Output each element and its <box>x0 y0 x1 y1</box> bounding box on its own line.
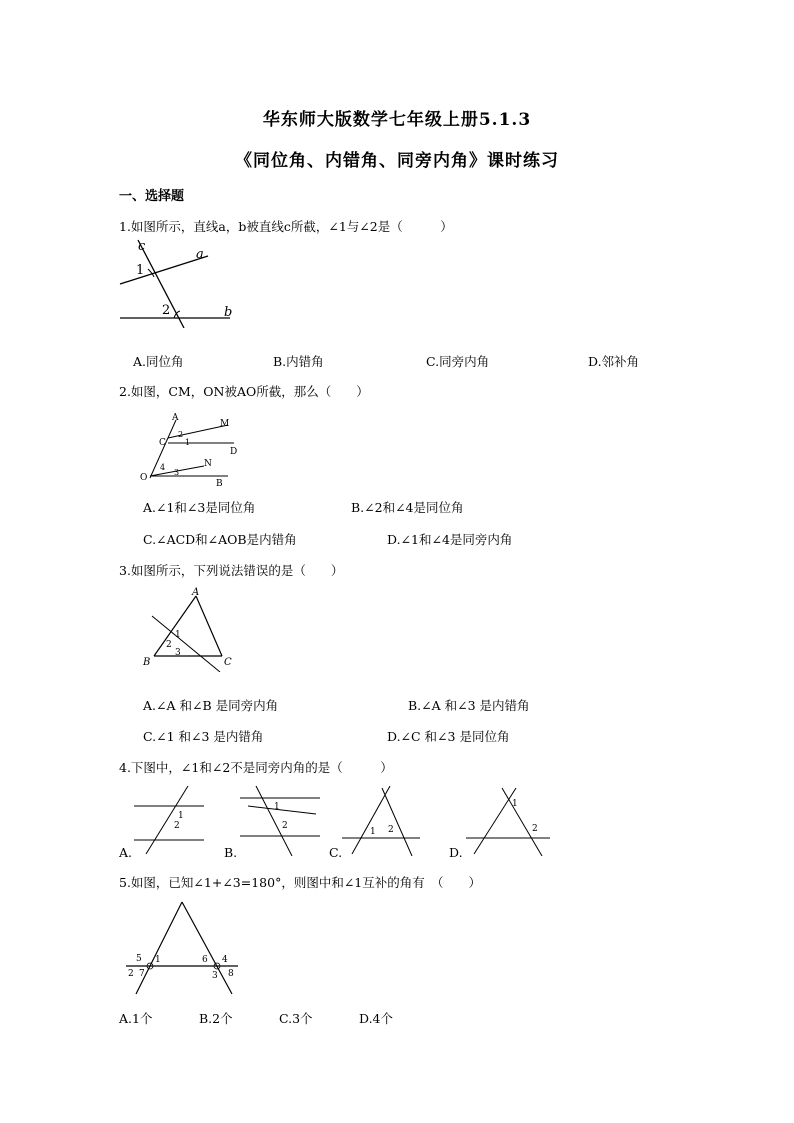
q5-option-c[interactable]: C.3个 <box>279 1011 313 1026</box>
q2-option-d[interactable]: D.∠1和∠4是同旁内角 <box>387 532 513 547</box>
question-5-stem: 5.如图，已知∠1+∠3=180°，则图中和∠1互补的角有 （ ） <box>119 875 482 890</box>
label-1: 1 <box>185 438 191 447</box>
label-c: c <box>138 239 146 254</box>
question-1-stem: 1.如图所示，直线a，b被直线c所截，∠1与∠2是（ ） <box>119 219 453 234</box>
section-heading: 一、选择题 <box>119 189 185 204</box>
label-C: C <box>224 657 232 668</box>
q4-figure-a <box>130 784 212 856</box>
label-2: 2 <box>128 969 134 979</box>
q2-option-c[interactable]: C.∠ACD和∠AOB是内错角 <box>143 532 297 547</box>
label-3: 3 <box>175 648 181 658</box>
q3-option-d[interactable]: D.∠C 和∠3 是同位角 <box>387 729 510 744</box>
q1-option-a[interactable]: A.同位角 <box>133 354 184 369</box>
label-A: A <box>192 587 200 598</box>
transversal-2 <box>248 806 316 814</box>
q5-option-b[interactable]: B.2个 <box>199 1011 233 1026</box>
line-cm <box>168 425 228 438</box>
label-1: 1 <box>512 799 518 809</box>
q5-option-d[interactable]: D.4个 <box>359 1011 394 1026</box>
side-ac <box>196 596 222 656</box>
q3-option-c[interactable]: C.∠1 和∠3 是内错角 <box>143 729 264 744</box>
label-D: D <box>230 447 238 457</box>
q3-figure <box>138 586 248 672</box>
transversal-1 <box>352 786 390 854</box>
q1-figure <box>118 236 238 328</box>
label-2: 2 <box>388 825 394 835</box>
label-1: 1 <box>175 630 181 640</box>
label-4: 4 <box>222 955 228 965</box>
label-1: 1 <box>136 263 145 278</box>
label-B: B <box>143 657 151 668</box>
line-a <box>120 256 208 284</box>
label-1: 1 <box>274 802 280 812</box>
q4-figure-c <box>338 784 424 856</box>
label-2: 2 <box>282 821 288 831</box>
q4-option-a[interactable]: A. <box>119 845 133 860</box>
label-2: 2 <box>174 821 180 831</box>
label-7: 7 <box>139 969 145 979</box>
label-8: 8 <box>228 969 234 979</box>
q3-option-a[interactable]: A.∠A 和∠B 是同旁内角 <box>143 698 279 713</box>
label-M: M <box>220 419 230 429</box>
label-6: 6 <box>202 955 208 965</box>
q3-option-b[interactable]: B.∠A 和∠3 是内错角 <box>408 698 530 713</box>
label-1: 1 <box>370 827 376 837</box>
transversal-2 <box>502 788 542 856</box>
q4-figure-d <box>462 784 554 856</box>
q4-option-c[interactable]: C. <box>329 845 343 860</box>
page-subtitle: 《同位角、内错角、同旁内角》课时练习 <box>235 151 559 171</box>
label-A: A <box>172 413 179 423</box>
label-b: b <box>224 305 233 320</box>
label-3: 3 <box>174 468 180 477</box>
label-2: 2 <box>178 430 184 439</box>
q1-option-d[interactable]: D.邻补角 <box>588 354 640 369</box>
transversal-2 <box>382 788 412 856</box>
label-1: 1 <box>178 811 184 821</box>
right-side <box>182 902 232 994</box>
label-2: 2 <box>532 824 538 834</box>
transversal-1 <box>474 788 516 854</box>
question-3-stem: 3.如图所示，下列说法错误的是（ ） <box>119 563 344 578</box>
label-a: a <box>196 247 204 262</box>
q2-figure <box>138 408 248 488</box>
label-5: 5 <box>136 954 142 964</box>
question-2-stem: 2.如图，CM，ON被AO所截，那么（ ） <box>119 384 369 399</box>
q2-option-b[interactable]: B.∠2和∠4是同位角 <box>351 500 464 515</box>
q4-option-b[interactable]: B. <box>224 845 238 860</box>
q4-option-d[interactable]: D. <box>449 845 463 860</box>
q4-figure-b <box>236 784 326 856</box>
left-side <box>136 902 182 994</box>
label-O: O <box>140 473 148 483</box>
label-1: 1 <box>155 955 161 965</box>
label-2: 2 <box>166 640 172 650</box>
label-C: C <box>159 438 166 448</box>
q1-option-c[interactable]: C.同旁内角 <box>426 354 490 369</box>
q5-figure <box>118 896 244 1000</box>
page-title: 华东师大版数学七年级上册5.1.3 <box>262 110 532 130</box>
label-3: 3 <box>212 971 218 981</box>
label-4: 4 <box>160 463 166 472</box>
q5-option-a[interactable]: A.1个 <box>119 1011 153 1026</box>
label-B: B <box>216 479 223 488</box>
label-2: 2 <box>162 303 171 318</box>
label-N: N <box>204 459 212 469</box>
q1-option-b[interactable]: B.内错角 <box>273 354 324 369</box>
question-4-stem: 4.下图中，∠1和∠2不是同旁内角的是（ ） <box>119 760 393 775</box>
q2-option-a[interactable]: A.∠1和∠3是同位角 <box>143 500 256 515</box>
